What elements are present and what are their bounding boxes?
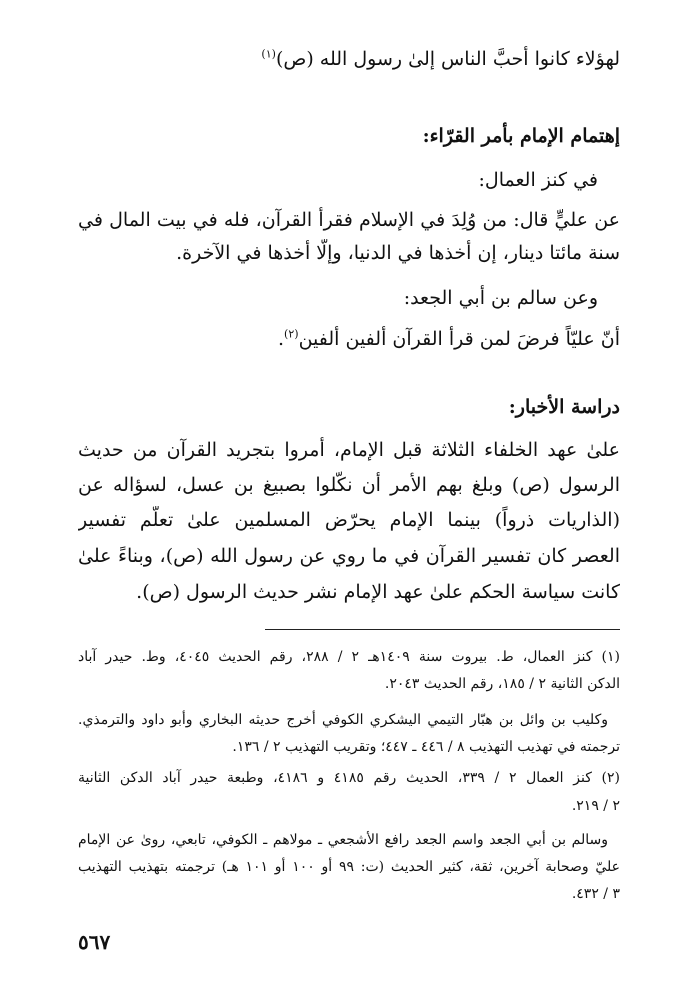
page-number: ٥٦٧ bbox=[78, 930, 111, 954]
section-heading-study: دراسة الأخبار: bbox=[508, 396, 620, 418]
footnote-ref-2[interactable]: (٢) bbox=[284, 327, 299, 341]
section-heading-reciters: إهتمام الإمام بأمر القرّاء: bbox=[422, 125, 620, 147]
footnote-1-line3: وكليب بن وائل بن هبّار التيمي اليشكري الكوفي أخرج حديثه البخاري وأبو داود والترمذي. bbox=[78, 712, 608, 728]
para3-line1: علىٰ عهد الخلفاء الثلاثة قبل الإمام، أمروا بتجريد القرآن من حديث bbox=[78, 439, 620, 461]
footnote-1-line2: الدكن الثانية ٢ / ١٨٥، رقم الحديث ٢٠٤٣. bbox=[384, 676, 620, 692]
footnote-ref-1[interactable]: (١) bbox=[261, 47, 276, 61]
footnote-divider bbox=[265, 629, 620, 630]
para2-line1: وعن سالم بن أبي الجعد: bbox=[403, 287, 598, 309]
para3-line4: العصر كان تفسير القرآن في ما روي عن رسول الله (ص)، وبناءً علىٰ bbox=[78, 545, 620, 567]
para1-line1: عن عليٍّ قال: من وُلِدَ في الإسلام فقرأ القرآن، فله في بيت المال في bbox=[78, 209, 620, 231]
para2-line2-end: . bbox=[278, 328, 285, 350]
footnote-2-line3: وسالم بن أبي الجعد واسم الجعد رافع الأشجعي ـ مولاهم ـ الكوفي، تابعي، روىٰ عن الإمام bbox=[78, 832, 608, 848]
para2-line2 bbox=[78, 325, 620, 353]
footnote-2-line5: ٣ / ٤٣٢. bbox=[571, 886, 620, 902]
para3-line2: الرسول (ص) وبلغ بهم الأمر أن نكّلوا بصبيغ بن عسل، لسؤاله عن bbox=[78, 474, 620, 496]
footnote-2-line4: عليّ وصحابة آخرين، ثقة، كثير الحديث (ت: ٩٩ أو ١٠٠ أو ١٠١ هـ) ترجمته بتهذيب التهذيب bbox=[78, 859, 620, 875]
footnote-1-line1: (١) كنز العمال، ط. بيروت سنة ١٤٠٩هـ ٢ / ٢٨٨، رقم الحديث ٤٠٤٥، وط. حيدر آباد bbox=[78, 649, 620, 665]
footnote-2-line1: (٢) كنز العمال ٢ / ٣٣٩، الحديث رقم ٤١٨٥ و ٤١٨٦، وطبعة حيدر آباد الدكن الثانية bbox=[78, 770, 620, 786]
para1-line2: سنة مائتا دينار، إن أخذها في الدنيا، وإلّا أخذها في الآخرة. bbox=[176, 242, 620, 264]
para2-line2-text: أنّ عليّاً فرضَ لمن قرأ القرآن ألفين ألفين bbox=[298, 328, 620, 350]
subheading-kanz: في كنز العمال: bbox=[478, 169, 598, 191]
body-line-1 bbox=[78, 45, 620, 73]
footnote-2-line2: ٢ / ٢١٩. bbox=[571, 798, 620, 814]
para3-line5: كانت سياسة الحكم علىٰ عهد الإمام نشر حديث الرسول (ص). bbox=[136, 581, 620, 603]
body-line-1-text: لهؤلاء كانوا أحبَّ الناس إلىٰ رسول الله (ص) bbox=[275, 48, 620, 70]
footnote-1-line4: ترجمته في تهذيب التهذيب ٨ / ٤٤٦ ـ ٤٤٧؛ وتقريب التهذيب ٢ / ١٣٦. bbox=[232, 739, 620, 755]
para3-line3: (الذاريات ذرواً) بينما الإمام يحرّض المسلمين علىٰ تعلّم تفسير bbox=[78, 509, 620, 531]
